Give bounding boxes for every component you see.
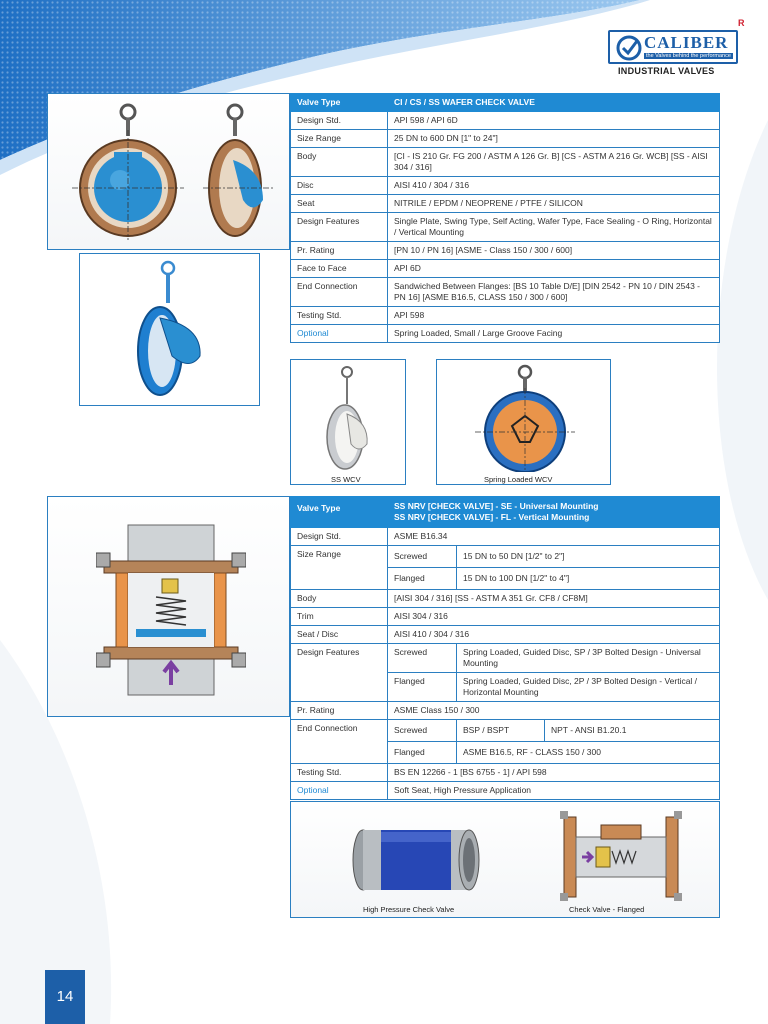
high-pressure-caption: High Pressure Check Valve: [363, 905, 455, 914]
row-value: API 6D: [388, 260, 720, 278]
logo-check-icon: [616, 35, 642, 61]
row-value: ASME B16.34: [388, 528, 720, 546]
table-row: [291, 177, 720, 195]
flanged-check-valve-illustration: [556, 807, 686, 903]
row-value: [CI - IS 210 Gr. FG 200 / ASTM A 126 Gr. B] [CS - ASTM A 216 Gr. WCB] [SS - AISI 304 / 316]: [388, 148, 720, 177]
row-label: Face to Face: [291, 260, 388, 278]
table-row: [291, 148, 720, 177]
header-label: Valve Type: [291, 497, 388, 528]
optional-label: Optional: [291, 325, 388, 343]
row-label: Body: [291, 590, 388, 608]
spring-wcv-illustration: [470, 360, 580, 472]
row-label: Pr. Rating: [291, 702, 388, 720]
optional-value: Spring Loaded, Small / Large Groove Facing: [388, 325, 720, 343]
optional-label: Optional: [291, 782, 388, 800]
row-label: Size Range: [291, 130, 388, 148]
ss-nrv-spec-table: [290, 496, 720, 800]
header-label: Valve Type: [291, 94, 388, 112]
sub-label: Flanged: [388, 673, 457, 702]
logo-tagline: the Valves behind the performance: [646, 53, 731, 59]
ss-wcv-caption: SS WCV: [331, 475, 361, 484]
sub-label: Flanged: [388, 568, 457, 590]
table-row: [291, 626, 720, 644]
sub-label: Screwed: [388, 720, 457, 742]
header-value: [388, 497, 720, 528]
ss-nrv-cutaway-illustration: [96, 515, 246, 705]
row-label: Seat: [291, 195, 388, 213]
ss-wcv-image-frame: [290, 359, 406, 485]
table-row: [291, 130, 720, 148]
header-value: CI / CS / SS WAFER CHECK VALVE: [388, 94, 720, 112]
registered-mark: R: [738, 18, 745, 28]
row-value: 25 DN to 600 DN [1" to 24"]: [388, 130, 720, 148]
logo-name: CALIBER: [644, 33, 729, 52]
row-value: Spring Loaded, Guided Disc, SP / 3P Bolted Design - Universal Mounting: [457, 644, 720, 673]
wafer-valve-front-illustration: [68, 100, 188, 240]
table-row-optional: [291, 325, 720, 343]
logo-subtitle: INDUSTRIAL VALVES: [618, 66, 715, 76]
table-row: [291, 213, 720, 242]
row-label: Design Std.: [291, 528, 388, 546]
table-header-row: [291, 497, 720, 528]
header-value-line1: SS NRV [CHECK VALVE] - SE - Universal Mounting: [394, 501, 599, 511]
table-row: [291, 590, 720, 608]
row-value: [AISI 304 / 316] [SS - ASTM A 351 Gr. CF8 / CF8M]: [388, 590, 720, 608]
row-value: ASME Class 150 / 300: [388, 702, 720, 720]
row-value: AISI 410 / 304 / 316: [388, 177, 720, 195]
row-value: Single Plate, Swing Type, Self Acting, Wafer Type, Face Sealing - O Ring, Horizontal / Vertical Mounting: [388, 213, 720, 242]
table-row: [291, 644, 720, 673]
row-value: 15 DN to 50 DN [1/2" to 2"]: [457, 546, 720, 568]
sub-label: Screwed: [388, 644, 457, 673]
spring-wcv-image-frame: [436, 359, 611, 485]
row-value: AISI 304 / 316: [388, 608, 720, 626]
table-row: [291, 528, 720, 546]
ss-wcv-illustration: [319, 362, 379, 470]
row-label: Design Features: [291, 213, 388, 242]
table-row: [291, 112, 720, 130]
spring-wcv-caption: Spring Loaded WCV: [484, 475, 553, 484]
sub-label: Screwed: [388, 546, 457, 568]
row-value: API 598 / API 6D: [388, 112, 720, 130]
flanged-caption: Check Valve - Flanged: [569, 905, 645, 914]
row-label: Design Std.: [291, 112, 388, 130]
table-row-optional: [291, 782, 720, 800]
logo-box: [608, 30, 738, 64]
row-value: AISI 410 / 304 / 316: [388, 626, 720, 644]
blue-wafer-valve-illustration: [120, 256, 220, 406]
row-value: API 598: [388, 307, 720, 325]
row-label: Trim: [291, 608, 388, 626]
blue-wafer-valve-image-frame: [79, 253, 260, 406]
row-value: NITRILE / EPDM / NEOPRENE / PTFE / SILICON: [388, 195, 720, 213]
row-label: Pr. Rating: [291, 242, 388, 260]
table-row: [291, 608, 720, 626]
table-row: [291, 242, 720, 260]
table-row: [291, 307, 720, 325]
page-number: 14: [45, 970, 85, 1024]
row-value: 15 DN to 100 DN [1/2" to 4"]: [457, 568, 720, 590]
row-value: Spring Loaded, Guided Disc, 2P / 3P Bolted Design - Vertical / Horizontal Mounting: [457, 673, 720, 702]
optional-value: Soft Seat, High Pressure Application: [388, 782, 720, 800]
table-row: [291, 278, 720, 307]
row-label: Testing Std.: [291, 307, 388, 325]
caliber-logo: [604, 18, 754, 80]
row-label: Size Range: [291, 546, 388, 590]
row-label: Disc: [291, 177, 388, 195]
row-value: Sandwiched Between Flanges: [BS 10 Table D/E] [DIN 2542 - PN 10 / DIN 2543 - PN 16] [ASME B16.5, CLASS 150 / 300 / 600]: [388, 278, 720, 307]
row-label: End Connection: [291, 720, 388, 764]
row-label: Body: [291, 148, 388, 177]
nrv-variants-image-frame: [290, 801, 720, 918]
wafer-valve-side-illustration: [203, 100, 273, 240]
table-row: [291, 720, 720, 742]
row-label: Design Features: [291, 644, 388, 702]
table-row: [291, 260, 720, 278]
row-label: Seat / Disc: [291, 626, 388, 644]
ss-nrv-image-frame: [47, 496, 290, 717]
row-value: BSP / BSPT: [457, 720, 545, 742]
row-value: [PN 10 / PN 16] [ASME - Class 150 / 300 / 600]: [388, 242, 720, 260]
table-row: [291, 546, 720, 568]
table-row: [291, 195, 720, 213]
row-label: Testing Std.: [291, 764, 388, 782]
wafer-valve-image-frame: [47, 93, 290, 250]
table-row: [291, 764, 720, 782]
sub-label: Flanged: [388, 742, 457, 764]
row-value: BS EN 12266 - 1 [BS 6755 - 1] / API 598: [388, 764, 720, 782]
header-value-line2: SS NRV [CHECK VALVE] - FL - Vertical Mounting: [394, 512, 590, 522]
high-pressure-check-valve-illustration: [351, 824, 481, 896]
row-value: NPT - ANSI B1.20.1: [545, 720, 720, 742]
wafer-check-valve-spec-table: [290, 93, 720, 343]
row-value: ASME B16.5, RF - CLASS 150 / 300: [457, 742, 720, 764]
row-label: End Connection: [291, 278, 388, 307]
table-header-row: [291, 94, 720, 112]
table-row: [291, 702, 720, 720]
